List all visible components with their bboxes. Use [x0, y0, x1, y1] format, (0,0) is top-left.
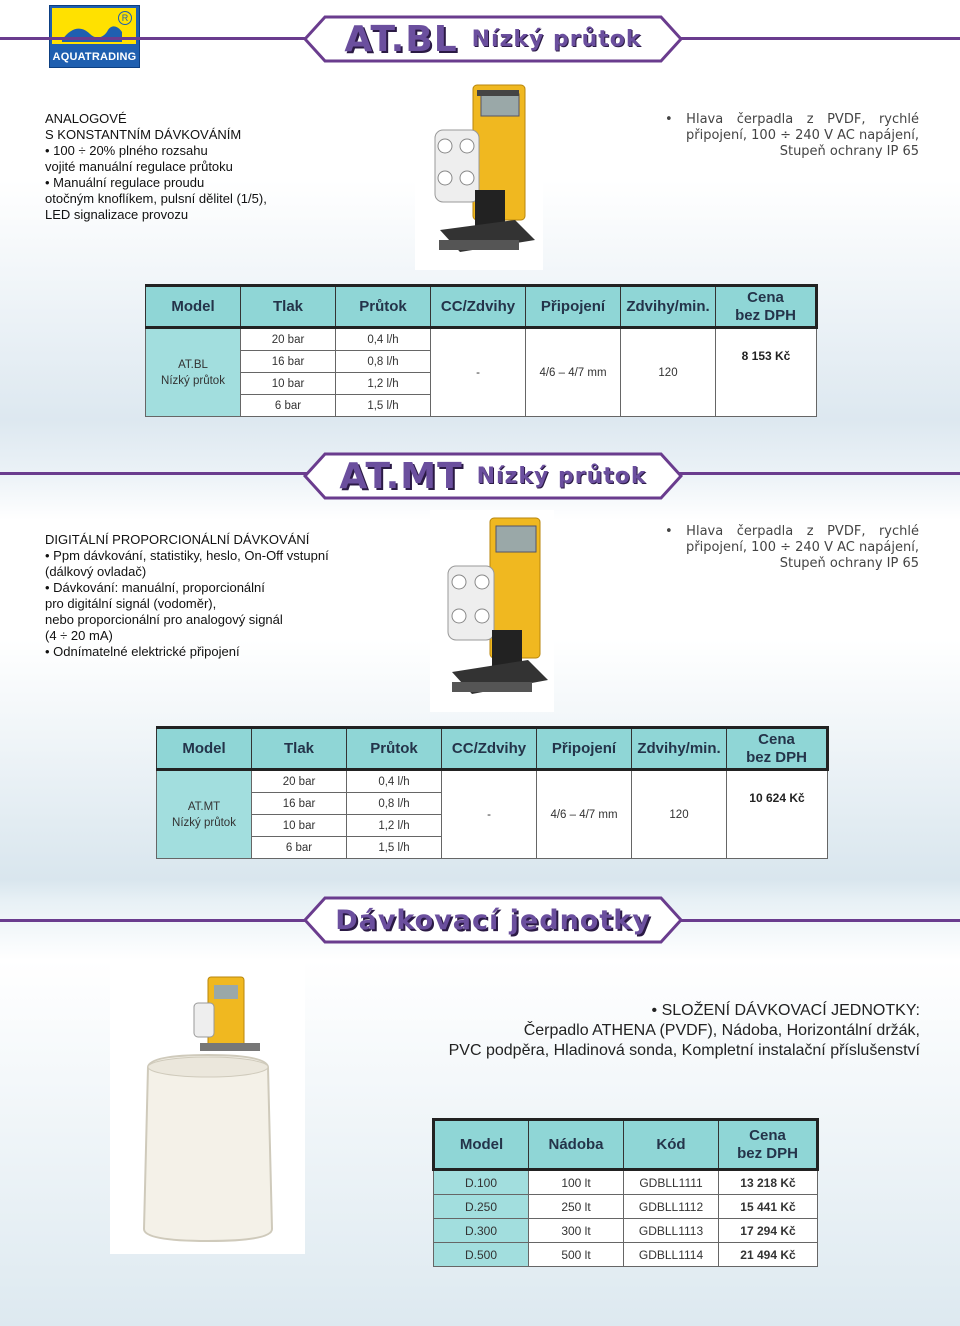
pump-illustration: [415, 80, 543, 270]
model-cell: D.300: [434, 1219, 529, 1243]
desc-line: vojité manuální regulace průtoku: [45, 159, 233, 174]
spec-line: připojení, 100 ÷ 240 V AC napájení,: [686, 128, 919, 143]
at-bl-description: [45, 111, 267, 223]
flow-cell: 1,2 l/h: [336, 373, 431, 395]
tank-cell: 500 lt: [529, 1243, 624, 1267]
at-mt-table: [156, 726, 829, 859]
pressure-cell: 6 bar: [241, 395, 336, 417]
col-zdvihy: Zdvihy/min.: [632, 728, 727, 770]
composition-line: PVC podpěra, Hladinová sonda, Kompletní instalační příslušenství: [448, 1042, 920, 1059]
flow-cell: 0,4 l/h: [336, 328, 431, 351]
table-header-row: [146, 286, 817, 328]
price-cell: 10 624 Kč: [727, 770, 828, 859]
spec-line: • Hlava čerpadla z PVDF, rychlé: [665, 524, 919, 539]
pressure-cell: 10 bar: [252, 815, 347, 837]
desc-line: • Ppm dávkování, statistiky, heslo, On-Off vstupní: [45, 548, 329, 563]
tank-cell: 100 lt: [529, 1170, 624, 1195]
dosing-unit-photo: [110, 963, 305, 1254]
desc-line: • Odnímatelné elektrické připojení: [45, 644, 240, 659]
col-cena: [719, 1120, 818, 1170]
col-prutok: Průtok: [347, 728, 442, 770]
flow-cell: 0,4 l/h: [347, 770, 442, 793]
banner-title: Dávkovací jednotky: [335, 904, 651, 936]
desc-line: • Manuální regulace proudu: [45, 175, 205, 190]
banner-at-bl: [303, 15, 683, 63]
model-cell: D.250: [434, 1195, 529, 1219]
model-variant: Nízký průtok: [172, 816, 236, 829]
price-cell: 13 218 Kč: [719, 1170, 818, 1195]
pressure-cell: 20 bar: [252, 770, 347, 793]
code-cell: GDBLL1111: [624, 1170, 719, 1195]
desc-line: • 100 ÷ 20% plného rozsahu: [45, 143, 208, 158]
model-cell: [157, 770, 252, 859]
code-cell: GDBLL1113: [624, 1219, 719, 1243]
pressure-cell: 10 bar: [241, 373, 336, 395]
flow-cell: 1,5 l/h: [347, 837, 442, 859]
model-cell: [146, 328, 241, 417]
col-cena: [727, 728, 828, 770]
price-cell: 21 494 Kč: [719, 1243, 818, 1267]
desc-line: pro digitální signál (vodoměr),: [45, 596, 217, 611]
at-mt-spec: [665, 524, 919, 572]
desc-line: (dálkový ovladač): [45, 564, 147, 579]
connection-cell: 4/6 – 4/7 mm: [526, 328, 621, 417]
banner-title: AT.MT: [339, 455, 463, 497]
pressure-cell: 20 bar: [241, 328, 336, 351]
tank-cell: 250 lt: [529, 1195, 624, 1219]
col-kod: Kód: [624, 1120, 719, 1170]
code-cell: GDBLL1114: [624, 1243, 719, 1267]
flow-cell: 1,2 l/h: [347, 815, 442, 837]
price-cell: 17 294 Kč: [719, 1219, 818, 1243]
col-zdvihy: Zdvihy/min.: [621, 286, 716, 328]
table-row: [434, 1219, 818, 1243]
pump-illustration: [430, 510, 554, 712]
tank-cell: 300 lt: [529, 1219, 624, 1243]
composition-heading: • SLOŽENÍ DÁVKOVACÍ JEDNOTKY:: [651, 1002, 920, 1019]
desc-line: otočným knoflíkem, pulsní dělitel (1/5),: [45, 191, 267, 206]
flow-cell: 0,8 l/h: [347, 793, 442, 815]
col-tlak: Tlak: [241, 286, 336, 328]
model-variant: Nízký průtok: [161, 374, 225, 387]
banner-subtitle: Nízký průtok: [471, 26, 642, 52]
spec-line: Stupeň ochrany IP 65: [779, 556, 919, 571]
spec-line: • Hlava čerpadla z PVDF, rychlé: [665, 112, 919, 127]
at-bl-pump-photo: [415, 80, 543, 270]
at-bl-spec: [665, 112, 919, 160]
col-cena-line1: Cena: [747, 288, 784, 306]
tank-illustration: [110, 963, 305, 1254]
col-model: Model: [434, 1120, 529, 1170]
strokes-cell: 120: [632, 770, 727, 859]
col-prutok: Průtok: [336, 286, 431, 328]
desc-line: DIGITÁLNÍ PROPORCIONÁLNÍ DÁVKOVÁNÍ: [45, 532, 310, 547]
desc-line: S KONSTANTNÍM DÁVKOVÁNÍM: [45, 127, 242, 142]
model-name: AT.MT: [187, 800, 221, 813]
desc-line: • Dávkování: manuální, proporcionální: [45, 580, 265, 595]
col-cena-line2: bez DPH: [746, 748, 807, 766]
col-model: Model: [157, 728, 252, 770]
spec-line: připojení, 100 ÷ 240 V AC napájení,: [686, 540, 919, 555]
strokes-cell: 120: [621, 328, 716, 417]
pressure-cell: 16 bar: [241, 351, 336, 373]
col-model: Model: [146, 286, 241, 328]
price-cell: 8 153 Kč: [716, 328, 817, 417]
banner-at-mt: [303, 452, 683, 500]
banner-subtitle: Nízký průtok: [476, 463, 647, 489]
table-row: [434, 1243, 818, 1267]
cc-cell: -: [442, 770, 537, 859]
table-header-row: [157, 728, 828, 770]
pressure-cell: 16 bar: [252, 793, 347, 815]
col-tlak: Tlak: [252, 728, 347, 770]
col-cena-line2: bez DPH: [735, 306, 796, 324]
table-header-row: [434, 1120, 818, 1170]
table-row: [157, 770, 828, 793]
col-cena: [716, 286, 817, 328]
composition-line: Čerpadlo ATHENA (PVDF), Nádoba, Horizontální držák,: [523, 1022, 920, 1039]
logo-name: AQUATRADING: [52, 51, 137, 63]
banner-davkovaci-jednotky: [303, 896, 683, 944]
table-row: [146, 328, 817, 351]
col-nadoba: Nádoba: [529, 1120, 624, 1170]
table-row: [434, 1170, 818, 1195]
model-name: AT.BL: [178, 358, 208, 371]
dosing-unit-table: [432, 1118, 819, 1267]
registered-mark: R: [118, 11, 132, 25]
col-cena-line2: bez DPH: [737, 1144, 798, 1162]
col-cena-line1: Cena: [749, 1126, 786, 1144]
col-cc: CC/Zdvihy: [431, 286, 526, 328]
table-row: [434, 1195, 818, 1219]
price-cell: 15 441 Kč: [719, 1195, 818, 1219]
code-cell: GDBLL1112: [624, 1195, 719, 1219]
col-pripojeni: Připojení: [537, 728, 632, 770]
connection-cell: 4/6 – 4/7 mm: [537, 770, 632, 859]
desc-line: LED signalizace provozu: [45, 207, 189, 222]
at-mt-description: [45, 532, 353, 660]
pressure-cell: 6 bar: [252, 837, 347, 859]
spec-line: Stupeň ochrany IP 65: [779, 144, 919, 159]
at-mt-pump-photo: [430, 510, 554, 712]
desc-line: nebo proporcionální pro analogový signál: [45, 612, 283, 627]
col-cena-line1: Cena: [758, 730, 795, 748]
flow-cell: 1,5 l/h: [336, 395, 431, 417]
model-cell: D.100: [434, 1170, 529, 1195]
col-cc: CC/Zdvihy: [442, 728, 537, 770]
col-pripojeni: Připojení: [526, 286, 621, 328]
dosing-unit-composition: [420, 1001, 920, 1061]
desc-line: ANALOGOVÉ: [45, 111, 127, 126]
cc-cell: -: [431, 328, 526, 417]
desc-line: (4 ÷ 20 mA): [45, 628, 113, 643]
at-bl-table: [145, 284, 818, 417]
banner-title: AT.BL: [344, 18, 458, 60]
flow-cell: 0,8 l/h: [336, 351, 431, 373]
model-cell: D.500: [434, 1243, 529, 1267]
